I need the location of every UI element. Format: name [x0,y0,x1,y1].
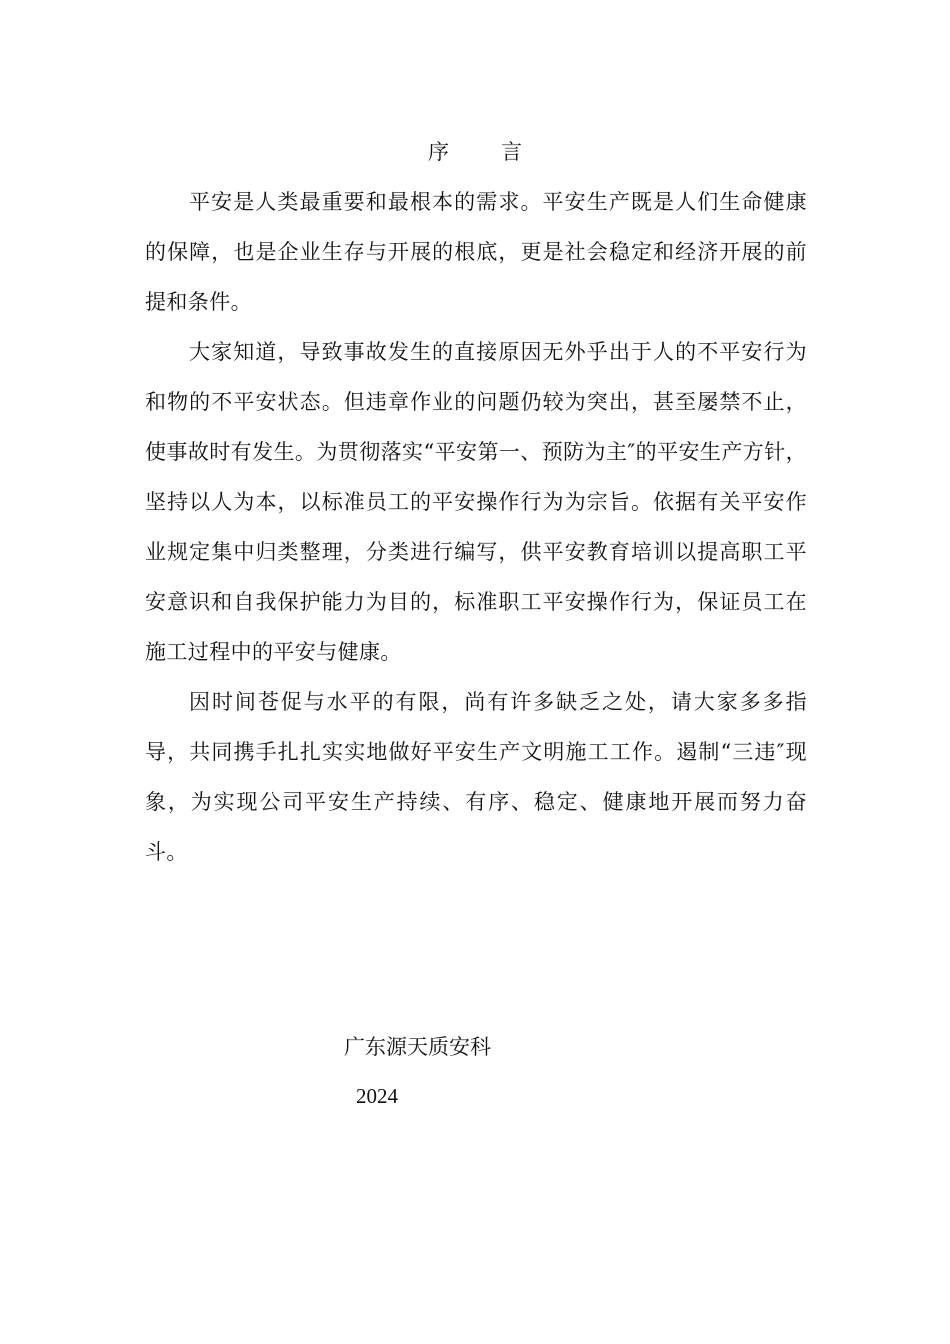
signature-organization: 广东源天质安科 [344,1035,491,1059]
document-title [0,138,950,166]
title-char-right: 言 [501,140,522,164]
signature-year: 2024 [356,1084,398,1108]
paragraph-2: 大家知道，导致事故发生的直接原因无外乎出于人的不平安行为和物的不平安状态。但违章作业的问题仍较为突出，甚至屡禁不止，使事故时有发生。为贯彻落实“平安第一、预防为主″的平安生产方针，坚持以人为本，以标准员工的平安操作行为为宗旨。依据有关平安作业规定集中归类整理，分类进行编写，供平安教育培训以提高职工平安意识和自我保护能力为目的，标准职工平安操作行为，保证员工在施工过程中的平安与健康。 [145,340,807,664]
preface-body [145,177,807,877]
title-char-left: 序 [428,140,449,164]
paragraph-3: 因时间苍促与水平的有限，尚有许多缺乏之处，请大家多多指导，共同携手扎扎实实地做好平安生产文明施工工作。遏制“三违″现象，为实现公司平安生产持续、有序、稳定、健康地开展而努力奋斗。 [145,690,807,864]
paragraph-1: 平安是人类最重要和最根本的需求。平安生产既是人们生命健康的保障，也是企业生存与开展的根底，更是社会稳定和经济开展的前提和条件。 [145,190,807,314]
